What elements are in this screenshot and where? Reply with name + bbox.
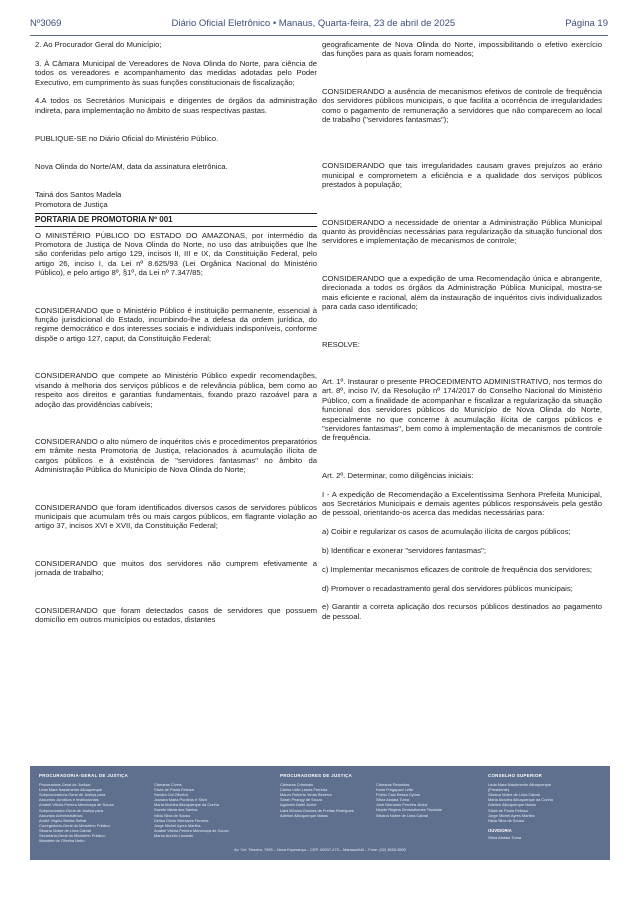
footer-list-item: Karla Fregapani Leite: [376, 787, 414, 793]
footer-list-item: Silvana Nobre de Lima Cabral: [39, 827, 91, 833]
footer-list-item: Neyde Regina Demósthenes Trindade: [376, 807, 442, 813]
footer-list-item: Leda Mara Nascimento Albuquerque: [488, 782, 552, 788]
footer-list: [154, 782, 284, 838]
footer-list-item: Anabel Vitória Pereira Mendonça de Souza: [39, 802, 114, 808]
footer-list: [376, 782, 486, 818]
footer-list-item: Silvana Nobre de Lima Cabral: [376, 812, 428, 818]
paragraph: Art. 2º. Determinar, como diligências iniciais:: [322, 470, 474, 480]
footer-list: [39, 782, 164, 843]
footer-column-procuradores: [280, 773, 390, 818]
paragraph: 3. À Câmara Municipal de Vereadores de Nova Olinda do Norte, para ciência de todos os vereadores e acompanhamento das medidas adotadas pelo Poder Executivo, em cumprimento às suas funções constitucionais de fiscalização;: [35, 58, 317, 87]
footer-list-item: André Virgílio Belota Seffair: [39, 817, 87, 823]
footer-column-pgj: [39, 773, 164, 843]
footer-column-camaras-reunidas: [376, 782, 486, 818]
paragraph: PUBLIQUE-SE no Diário Oficial do Ministério Público.: [35, 134, 219, 144]
footer-list-item: Sílvia de Paula Feitosa: [154, 787, 194, 793]
edition-number: Nº3069: [30, 18, 62, 29]
paragraph: CONSIDERANDO que compete ao Ministério Público expedir recomendações, visando à melhoria dos serviços públicos e de relevância pública, bem como ao respeito aos direitos e garantias fundamentais, fixando prazo razoável para a adoção das providências cabíveis;: [35, 371, 317, 409]
footer-list: [488, 782, 598, 823]
footer-list-item: Sílvia de Paula Feitosa: [488, 807, 528, 813]
paragraph: CONSIDERANDO o alto número de inquéritos civis e procedimentos preparatórios em trâmite nesta Promotoria de Justiça, relacionados à acumulação ilícita de cargos públicos e à existência de "servidores fantasmas" no âmbito da Administração Pública do Município de Nova Olinda do Norte;: [35, 436, 317, 475]
footer-list-item: Wandete de Oliveira Netto: [39, 838, 85, 844]
footer-heading: PROCURADORES DE JUSTIÇA: [280, 773, 353, 778]
footer-list-item: Carlos Lélio Lauria Ferreira: [280, 787, 328, 793]
paragraph: Art. 1º. Instaurar o presente PROCEDIMENTO ADMINISTRATIVO, nos termos do art. 8º, inciso IV, da Resolução nº 174/2017 do Conselho Nacional do Ministério Público, com a finalidade de acompanhar e fiscalizar a regularização da situação funcional dos servidores públicos do Município de Nova Olinda do Norte, especialmente no que concerne à acumulação ilícita de cargos públicos e "servidores fantasmas", bem como à implementação de mecanismos de controle de frequência.: [322, 376, 602, 443]
footer-list-item: Públio Caio Bessa Cyrino: [376, 792, 421, 798]
footer-list-item: Câmaras Criminais: [280, 782, 314, 788]
paragraph: CONSIDERANDO que muitos dos servidores não cumprem efetivamente a jornada de trabalho;: [35, 558, 317, 578]
footer-list-item: Silvia Abdala Tuma: [488, 834, 522, 840]
footer-heading: PROCURADORIA-GERAL DE JUSTIÇA: [39, 773, 129, 778]
section-title: PORTARIA DE PROMOTORIA Nº 001: [35, 213, 317, 226]
paragraph: CONSIDERANDO que foram detectados casos de servidores que possuem domicílio em outros municípios ou estados, distantes: [35, 605, 317, 624]
footer-list-item: Anabel Vitória Pereira Mendonça de Souza: [154, 827, 229, 833]
footer-list-item: Câmaras Cíveis: [154, 782, 182, 787]
footer-list-item: Delisa Olívia Vieiralves Ferreira: [154, 817, 209, 823]
footer-list-item: Assuntos Administrativos:: [39, 812, 84, 818]
footer-list-item: Jorge Michel Ayres Martins: [488, 812, 535, 818]
footer-directory: [30, 766, 610, 860]
footer-address: Av. Cel. Teixeira, 7995 – Nova Esperança – CEP: 69037-473 – Manaus/AM – Fone: (92) 3655-0500: [234, 846, 406, 852]
footer-list-item: Aguinelo Balbi Júnior: [280, 802, 317, 808]
footer-list-item: Silvia Abdala Tuma: [376, 797, 410, 803]
footer-list-item: José Bernardo Ferreira Júnior: [376, 802, 428, 808]
paragraph: Nova Olinda do Norte/AM, data da assinatura eletrônica.: [35, 162, 228, 172]
footer-list-item: Nilda Silva de Sousa: [488, 817, 524, 823]
footer-list-item: Sarah Pirangy de Souza: [280, 797, 323, 803]
paragraph: CONSIDERANDO que a expedição de uma Recomendação única e abrangente, direcionada a todos os órgãos da Administração Pública Municipal, mostra-se mais eficiente e racional, além da instauração de inquéritos civis individualizados para cada caso identificado;: [322, 273, 602, 312]
paragraph: CONSIDERANDO que o Ministério Público é instituição permanente, essencial à função jurisdicional do Estado, incumbindo-lhe a defesa da ordem jurídica, do regime democrático e dos interesses sociais e individuais indisponíveis, conforme dispõe o artigo 127, caput, da Constituição Federal;: [35, 305, 317, 343]
footer-list-item: Maria Alcicléa Albuquerque da Cunha: [488, 797, 553, 803]
footer-list-item: Liani Mônica Guedes de Freitas Rodrigues: [280, 807, 354, 813]
signature-name: Tainá dos Santos Madela: [35, 190, 122, 200]
paragraph: O MINISTÉRIO PÚBLICO DO ESTADO DO AMAZONAS, por intermédio da Promotora de Justiça de Nova Olinda do Norte, no uso das atribuições que lhe são conferidas pelo artigo 129, incisos II, III e IX, da Constituição Federal, pelo artigo 26, inciso I, da Lei nº 8.625/93 (Lei Orgânica Nacional do Ministério Público), e pelo artigo 8º, §1º, da Lei nº 7.347/85;: [35, 230, 317, 278]
paragraph: I - A expedição de Recomendação a Excelentíssima Senhora Prefeita Municipal, aos Secretários Municipais e demais agentes públicos responsáveis pela gestão de pessoal, orientando-os acerca das medidas necessárias para:: [322, 489, 602, 518]
paragraph: CONSIDERANDO a ausência de mecanismos efetivos de controle de frequência dos servidores públicos municipais, o que facilita a ocorrência de irregularidades como o pagamento de remuneração a servidores que não comparecem ao local de trabalho ("servidores fantasmas");: [322, 86, 602, 125]
footer-subheading: OUVIDORIA: [488, 827, 512, 833]
footer-list: [280, 782, 390, 818]
paragraph: CONSIDERANDO que tais irregularidades causam graves prejuízos ao erário municipal e comprometem a eficiência e a qualidade dos serviços públicos prestados à população;: [322, 161, 602, 190]
footer-list-item: Assuntos Jurídicos e Institucionais:: [39, 797, 100, 803]
footer-list-item: Mauro Roberto Veras Bezerra: [280, 792, 332, 798]
resolve-heading: RESOLVE:: [322, 339, 360, 349]
list-item: a) Coibir e regularizar os casos de acumulação ilícita de cargos públicos;: [322, 527, 571, 537]
footer-list-item: Secretária-Geral do Ministério Público:: [39, 833, 106, 839]
footer-list-item: Marco Aurélio Lisciotto: [154, 832, 194, 838]
footer-column-conselho: [488, 773, 598, 840]
footer-list-item: Sandra Cal Oliveira: [154, 792, 188, 798]
right-column: [322, 40, 602, 621]
list-item: c) Implementar mecanismos eficazes de controle de frequência dos servidores;: [322, 564, 593, 574]
signature-role: Promotora de Justiça: [35, 199, 108, 209]
footer-list-item: Jussara Maria Pordeus e Silva: [154, 797, 207, 803]
footer-list-item: Adelton Albuquerque Matos: [280, 812, 328, 818]
footer-list-item: Adelton Albuquerque Matos: [488, 802, 536, 808]
footer-list-item: Nilda Silva de Sousa: [154, 812, 190, 818]
page-number: Página 19: [565, 18, 608, 29]
paragraph: 4.A todos os Secretários Municipais e dirigentes de órgãos da administração indireta, para implementação no âmbito de suas respectivas pastas.: [35, 96, 317, 115]
footer-heading: CONSELHO SUPERIOR: [488, 773, 543, 778]
publication-title: Diário Oficial Eletrônico • Manaus, Quarta-feira, 23 de abril de 2025: [171, 18, 456, 29]
paragraph: 2. Ao Procurador Geral do Município;: [35, 40, 162, 49]
footer-list-item: Subprocurador-Geral de Justiça para: [39, 807, 104, 813]
list-item: b) Identificar e exonerar "servidores fantasmas";: [322, 545, 486, 555]
footer-list-item: (Presidente): [488, 787, 510, 793]
paragraph: CONSIDERANDO a necessidade de orientar a Administração Pública Municipal quanto às providências necessárias para regularização da situação funcional dos servidores e implementação de mecanismos de controle;: [322, 217, 602, 246]
paragraph: geograficamente de Nova Olinda do Norte, impossibilitando o efetivo exercício das funções para as quais foram nomeados;: [322, 40, 602, 59]
footer-list-item: Subprocuradora-Geral de Justiça para: [39, 792, 106, 798]
page-header: [30, 18, 608, 36]
footer-list-item: Corregedoria-Geral do Ministério Público:: [39, 822, 111, 828]
footer-list: [488, 835, 598, 840]
paragraph: CONSIDERANDO que foram identificados diversos casos de servidores públicos municipais que acumulam três ou mais cargos públicos, em flagrante violação ao artigo 37, incisos XVI e XVII, da Constituição Federal;: [35, 502, 317, 531]
footer-list-item: Jorge Michel Ayres Martins: [154, 822, 201, 828]
left-column: [35, 40, 317, 624]
footer-list-item: Leda Mara Nascimento Albuquerque: [39, 787, 103, 793]
footer-list-item: Silvana Nobre de Lima Cabral: [488, 792, 540, 798]
footer-column-camaras-civeis: [154, 782, 284, 838]
footer-list-item: Suzete Maria dos Santos: [154, 807, 198, 813]
footer-list-item: Maria Alcicléa Albuquerque da Cunha: [154, 802, 219, 808]
footer-list-item: Câmaras Reunidas: [376, 782, 410, 787]
list-item: d) Promover o recadastramento geral dos servidores públicos municipais;: [322, 583, 573, 593]
list-item: e) Garantir a correta aplicação dos recursos públicos destinados ao pagamento de pessoal.: [322, 602, 602, 621]
footer-list-item: Procuradora-Geral de Justiça:: [39, 782, 91, 788]
